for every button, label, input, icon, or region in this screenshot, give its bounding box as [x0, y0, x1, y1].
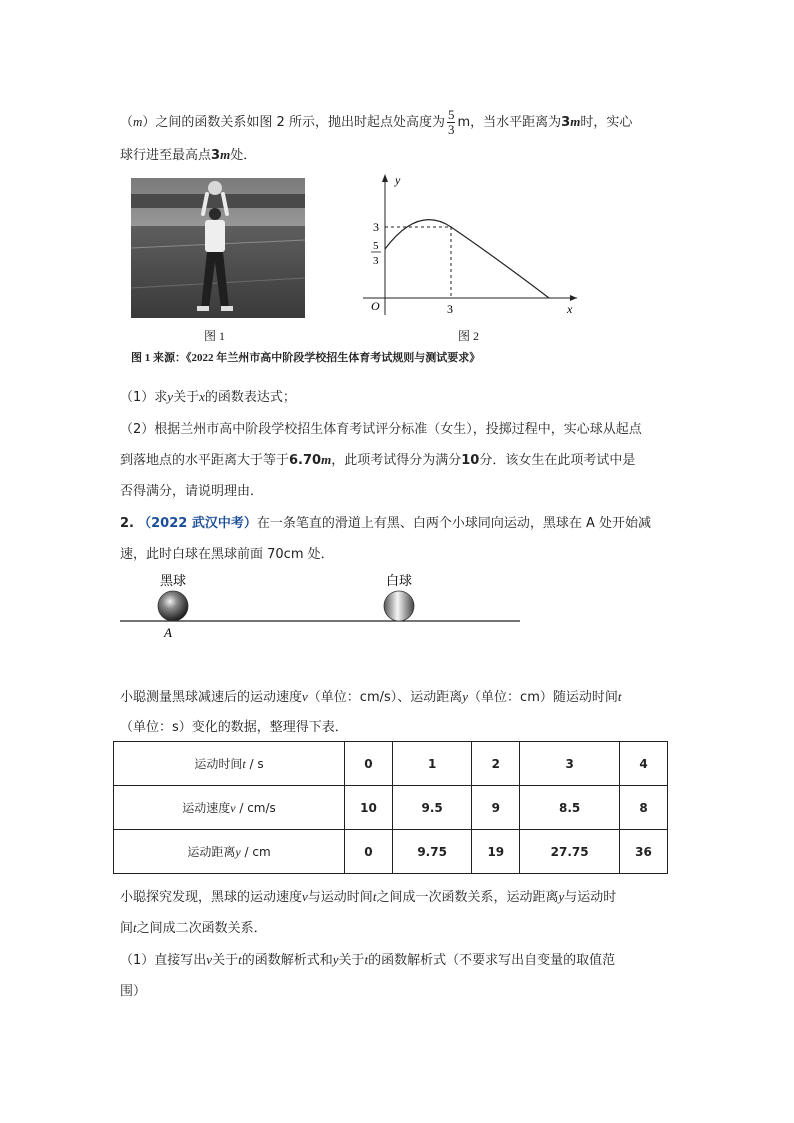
- black-ball: [158, 591, 188, 621]
- unit-m: m: [457, 115, 471, 130]
- text: 小聪测量黑球减速后的运动速度: [120, 690, 303, 705]
- var: y: [235, 845, 241, 859]
- table-row: [114, 786, 668, 830]
- table-cell: 8: [620, 786, 668, 830]
- table-cell: 0: [345, 742, 393, 786]
- text: 的函数表达式；: [204, 390, 296, 405]
- var-y: y: [558, 889, 565, 904]
- tick-y-3: 3: [373, 220, 379, 234]
- table-cell: 10: [345, 786, 393, 830]
- axis-x-label: x: [567, 302, 573, 316]
- data-table: [113, 741, 668, 874]
- var-v: v: [302, 889, 308, 904]
- var-m: m: [570, 114, 581, 129]
- var-m: m: [321, 452, 332, 467]
- origin-label: O: [371, 299, 380, 313]
- photo-illustration: [131, 178, 305, 318]
- source-tag: （2022 武汉中考）: [138, 516, 257, 531]
- table-cell: 0: [345, 830, 393, 874]
- fraction-5-3: [447, 108, 456, 137]
- text: 在一条笔直的滑道上有黑、白两个小球同向运动，黑球在 A 处开始减: [256, 516, 652, 531]
- text: ）之间的函数关系如图 2 所示，抛出时起点处高度为: [142, 115, 445, 130]
- intro-line-1: [120, 108, 632, 137]
- text: 分．该女生在此项考试中是: [479, 453, 636, 468]
- table-cell: 9.5: [392, 786, 471, 830]
- text: 之间成一次函数关系，运动距离: [376, 890, 559, 905]
- var-t: t: [617, 689, 622, 704]
- var-t: t: [364, 952, 369, 967]
- fraction-numerator: 5: [447, 107, 455, 122]
- text: 球行进至最高点: [120, 148, 212, 163]
- table-cell: 36: [620, 830, 668, 874]
- var-m: m: [220, 147, 231, 162]
- var-t: t: [238, 952, 242, 967]
- var: v: [230, 801, 236, 815]
- row-header: [114, 742, 345, 786]
- number-3: 3: [561, 115, 571, 130]
- text: 间: [120, 921, 134, 936]
- text: （1）求: [120, 390, 168, 405]
- number-10: 10: [461, 453, 480, 468]
- text: 与运动时: [564, 890, 617, 905]
- text: ，此项考试得分为满分: [331, 453, 462, 468]
- text: / s: [245, 757, 264, 771]
- var-v: v: [302, 689, 308, 704]
- q2-after-line-2: [120, 917, 267, 936]
- figure-1-label: 图 1: [204, 329, 226, 343]
- table-cell: 9.75: [392, 830, 471, 874]
- text: （: [120, 115, 134, 130]
- parabola-curve: [385, 220, 549, 298]
- q1-part-1: [120, 386, 296, 405]
- q2-sub1-line-2: 围）: [120, 984, 147, 999]
- table-cell: 1: [392, 742, 471, 786]
- var-t: t: [372, 889, 377, 904]
- text: 运动距离: [187, 845, 236, 859]
- tick-y-5: 5: [373, 240, 379, 252]
- table-cell: 4: [620, 742, 668, 786]
- fraction-denominator: 3: [447, 122, 455, 137]
- white-ball: [384, 591, 414, 621]
- table-cell: 9: [472, 786, 520, 830]
- figure-2-label: 图 2: [458, 329, 480, 343]
- var-y: y: [332, 952, 339, 967]
- text: 的函数解析式和: [241, 953, 333, 968]
- question-number: 2.: [120, 516, 134, 531]
- var-m: m: [133, 114, 143, 129]
- text: / cm/s: [235, 801, 276, 815]
- var-x: x: [199, 389, 205, 404]
- table-cell: 8.5: [520, 786, 620, 830]
- text: （单位：cm/s）、运动距离: [307, 690, 463, 705]
- axis-y-label: y: [395, 173, 401, 187]
- tick-y-3-den: 3: [373, 255, 379, 267]
- balls-figure: [118, 570, 528, 640]
- figure-1-photo: [131, 178, 305, 318]
- text: 运动时间: [194, 757, 243, 771]
- var: t: [242, 757, 246, 771]
- table-cell: 2: [472, 742, 520, 786]
- text: 与运动时间: [307, 890, 373, 905]
- row-header: [114, 786, 345, 830]
- number-6-70: 6.70: [289, 453, 322, 468]
- text: （1）直接写出: [120, 953, 207, 968]
- text: 关于: [212, 953, 239, 968]
- table-row: [114, 742, 668, 786]
- point-a-label: A: [164, 625, 172, 640]
- table-cell: 3: [520, 742, 620, 786]
- text: ，当水平距离为: [470, 115, 562, 130]
- text: 处．: [230, 148, 257, 163]
- intro-line-2: [120, 144, 256, 163]
- q1-part-2-line-1: （2）根据兰州市高中阶段学校招生体育考试评分标准（女生），投掷过程中，实心球从起点: [120, 422, 642, 437]
- q2-line-2: 速，此时白球在黑球前面 70cm 处．: [120, 547, 334, 562]
- tick-x-3: 3: [447, 302, 453, 316]
- figure-source: 图 1 来源：《2022 年兰州市高中阶段学校招生体育考试规则与测试要求》: [131, 352, 481, 364]
- text: 运动速度: [182, 801, 231, 815]
- text: 关于: [173, 390, 200, 405]
- text: 到落地点的水平距离大于等于: [120, 453, 290, 468]
- var-t: t: [133, 920, 137, 935]
- black-ball-label: 黑球: [160, 574, 187, 589]
- table-cell: 27.75: [520, 830, 620, 874]
- q2-after-line-1: [120, 886, 616, 905]
- var-y: y: [167, 389, 174, 404]
- q2-sub1-line-1: [120, 949, 615, 968]
- row-header: [114, 830, 345, 874]
- text: 的函数解析式（不要求写出自变量的取值范: [368, 953, 616, 968]
- table-row: [114, 830, 668, 874]
- var-y: y: [462, 689, 469, 704]
- q2-desc-line-1: [120, 686, 621, 705]
- table-cell: 19: [472, 830, 520, 874]
- text: / cm: [240, 845, 271, 859]
- text: 之间成二次函数关系．: [136, 921, 267, 936]
- text: 小聪探究发现，黑球的运动速度: [120, 890, 303, 905]
- var-v: v: [206, 952, 213, 967]
- q2-line-1: [120, 512, 651, 531]
- figure-2-graph: [355, 170, 585, 320]
- text: 时，实心: [580, 115, 633, 130]
- q1-part-2-line-2: [120, 449, 635, 468]
- q2-desc-line-2: （单位：s）变化的数据，整理得下表．: [120, 720, 348, 735]
- q1-part-2-line-3: 否得满分，请说明理由．: [120, 484, 264, 499]
- text: （单位：cm）随运动时间: [468, 690, 618, 705]
- white-ball-label: 白球: [386, 574, 413, 589]
- text: 关于: [338, 953, 365, 968]
- number-3: 3: [211, 148, 221, 163]
